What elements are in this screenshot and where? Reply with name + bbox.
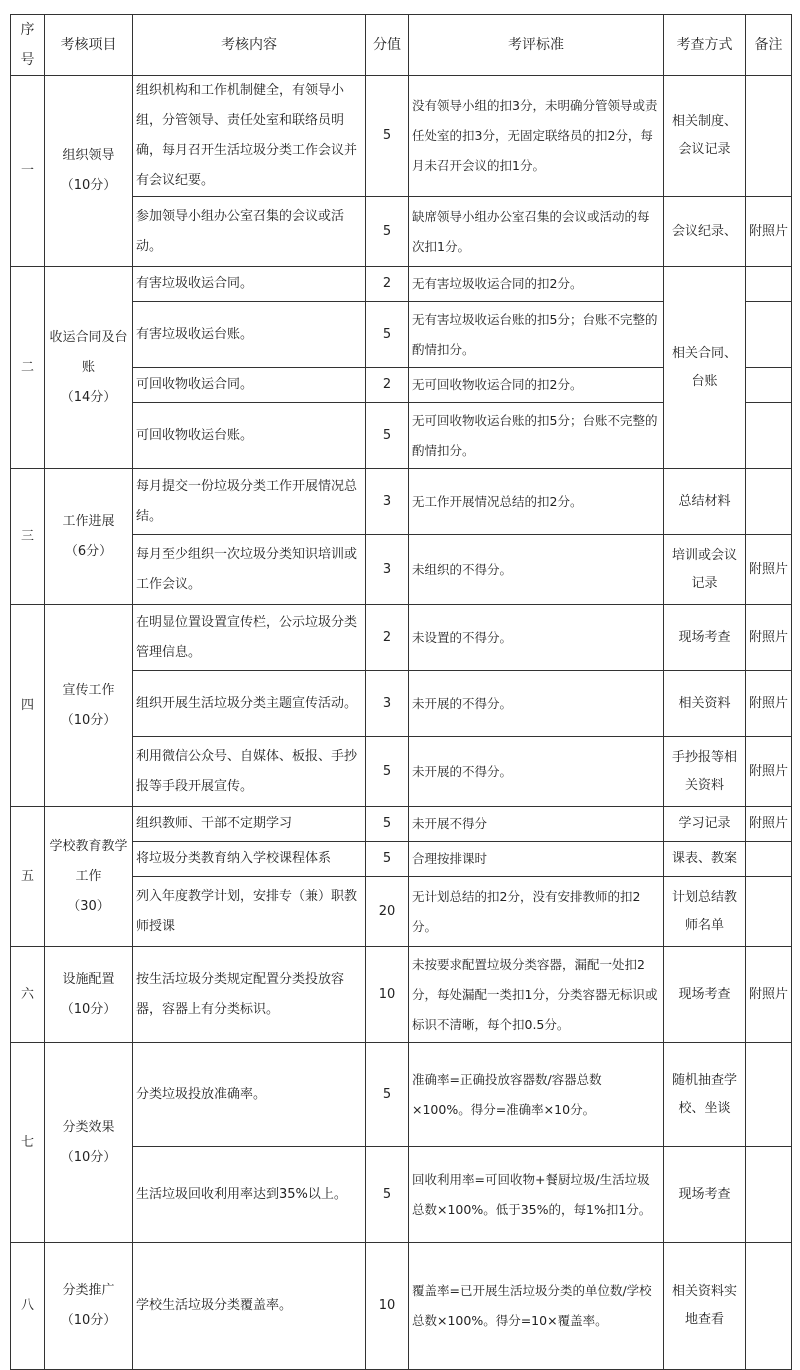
header-content: 考核内容 <box>133 15 366 76</box>
row-score: 10 <box>366 947 409 1043</box>
row-note <box>746 1043 792 1147</box>
row-criteria: 未开展的不得分。 <box>409 671 664 737</box>
row-method: 现场考查 <box>664 947 746 1043</box>
row-score: 2 <box>366 368 409 403</box>
row-note: 附照片 <box>746 671 792 737</box>
row-note: 附照片 <box>746 535 792 605</box>
row-score: 5 <box>366 1147 409 1243</box>
row-note <box>746 1243 792 1370</box>
row-method: 培训或会议记录 <box>664 535 746 605</box>
table-row <box>11 1243 792 1370</box>
row-content: 可回收物收运合同。 <box>133 368 366 403</box>
row-method: 相关合同、台账 <box>664 267 746 469</box>
section-project <box>45 605 133 807</box>
row-content: 利用微信公众号、自媒体、板报、手抄报等手段开展宣传。 <box>133 737 366 807</box>
row-note <box>746 403 792 469</box>
section-project <box>45 469 133 605</box>
row-method: 计划总结教师名单 <box>664 877 746 947</box>
row-criteria: 无可回收物收运台账的扣5分；台账不完整的酌情扣分。 <box>409 403 664 469</box>
project-name: 宣传工作 <box>62 682 115 698</box>
table-row <box>11 76 792 197</box>
row-content: 参加领导小组办公室召集的会议或活动。 <box>133 197 366 267</box>
row-note <box>746 842 792 877</box>
row-score: 5 <box>366 842 409 877</box>
row-content: 生活垃圾回收利用率达到35%以上。 <box>133 1147 366 1243</box>
row-criteria: 准确率=正确投放容器数/容器总数×100%。得分=准确率×10分。 <box>409 1043 664 1147</box>
project-name: 学校教育教学工作 <box>49 838 128 884</box>
row-score: 3 <box>366 535 409 605</box>
row-criteria: 合理按排课时 <box>409 842 664 877</box>
row-note: 附照片 <box>746 737 792 807</box>
row-content: 可回收物收运台账。 <box>133 403 366 469</box>
row-score: 3 <box>366 671 409 737</box>
section-seq: 三 <box>11 469 45 605</box>
row-score: 2 <box>366 605 409 671</box>
row-content: 有害垃圾收运合同。 <box>133 267 366 302</box>
row-note: 附照片 <box>746 197 792 267</box>
row-criteria: 未按要求配置垃圾分类容器，漏配一处扣2分，每处漏配一类扣1分，分类容器无标识或标识不清晰，每个扣0.5分。 <box>409 947 664 1043</box>
table-row <box>11 605 792 671</box>
header-project: 考核项目 <box>45 15 133 76</box>
project-total: （30） <box>67 898 110 914</box>
section-seq: 四 <box>11 605 45 807</box>
row-content: 每月至少组织一次垃圾分类知识培训或工作会议。 <box>133 535 366 605</box>
header-row <box>11 15 792 76</box>
header-score: 分值 <box>366 15 409 76</box>
row-score: 5 <box>366 807 409 842</box>
header-note: 备注 <box>746 15 792 76</box>
row-content: 按生活垃圾分类规定配置分类投放容器，容器上有分类标识。 <box>133 947 366 1043</box>
project-name: 分类效果 <box>62 1119 115 1135</box>
row-criteria: 无有害垃圾收运合同的扣2分。 <box>409 267 664 302</box>
row-note <box>746 1147 792 1243</box>
project-name: 设施配置 <box>62 971 115 987</box>
section-project <box>45 267 133 469</box>
row-criteria: 无可回收物收运合同的扣2分。 <box>409 368 664 403</box>
project-name: 分类推广 <box>62 1283 115 1298</box>
row-note: 附照片 <box>746 807 792 842</box>
row-criteria: 未开展不得分 <box>409 807 664 842</box>
header-seq: 序号 <box>11 15 45 76</box>
table-row <box>11 947 792 1043</box>
section-project <box>45 1243 133 1370</box>
row-criteria: 未开展的不得分。 <box>409 737 664 807</box>
row-score: 20 <box>366 877 409 947</box>
row-criteria: 覆盖率=已开展生活垃圾分类的单位数/学校总数×100%。得分=10×覆盖率。 <box>409 1243 664 1370</box>
row-method: 手抄报等相关资料 <box>664 737 746 807</box>
row-note <box>746 368 792 403</box>
project-total: （10分） <box>60 178 117 193</box>
row-criteria: 缺席领导小组办公室召集的会议或活动的每次扣1分。 <box>409 197 664 267</box>
row-criteria: 未设置的不得分。 <box>409 605 664 671</box>
row-score: 10 <box>366 1243 409 1370</box>
row-content: 组织机构和工作机制健全，有领导小组，分管领导、责任处室和联络员明确，每月召开生活垃圾分类工作会议并有会议纪要。 <box>133 76 366 197</box>
row-method: 相关制度、会议记录 <box>664 76 746 197</box>
row-method: 相关资料实地查看 <box>664 1243 746 1370</box>
project-total: （10分） <box>60 1001 117 1017</box>
row-note <box>746 76 792 197</box>
section-project <box>45 76 133 267</box>
assessment-table <box>10 14 792 1370</box>
row-criteria: 未组织的不得分。 <box>409 535 664 605</box>
section-seq: 二 <box>11 267 45 469</box>
row-method: 会议纪录、 <box>664 197 746 267</box>
project-total: （10分） <box>60 1149 117 1165</box>
row-note: 附照片 <box>746 605 792 671</box>
section-seq: 七 <box>11 1043 45 1243</box>
row-content: 组织教师、干部不定期学习 <box>133 807 366 842</box>
project-total: （6分） <box>64 543 113 559</box>
row-score: 2 <box>366 267 409 302</box>
row-method: 相关资料 <box>664 671 746 737</box>
row-content: 组织开展生活垃圾分类主题宣传活动。 <box>133 671 366 737</box>
section-project <box>45 807 133 947</box>
row-content: 分类垃圾投放准确率。 <box>133 1043 366 1147</box>
project-name: 组织领导 <box>62 148 115 163</box>
row-method: 总结材料 <box>664 469 746 535</box>
row-criteria: 无计划总结的扣2分，没有安排教师的扣2分。 <box>409 877 664 947</box>
row-note <box>746 302 792 368</box>
row-note <box>746 267 792 302</box>
row-score: 5 <box>366 737 409 807</box>
row-criteria: 无工作开展情况总结的扣2分。 <box>409 469 664 535</box>
row-content: 在明显位置设置宣传栏，公示垃圾分类管理信息。 <box>133 605 366 671</box>
table-row <box>11 267 792 302</box>
project-total: （10分） <box>60 1313 117 1328</box>
table-row <box>11 807 792 842</box>
row-score: 3 <box>366 469 409 535</box>
table-row <box>11 469 792 535</box>
project-total: （10分） <box>60 712 117 728</box>
section-project <box>45 947 133 1043</box>
row-score: 5 <box>366 197 409 267</box>
header-method: 考查方式 <box>664 15 746 76</box>
section-project <box>45 1043 133 1243</box>
row-method: 课表、教案 <box>664 842 746 877</box>
row-content: 每月提交一份垃圾分类工作开展情况总结。 <box>133 469 366 535</box>
project-name: 工作进展 <box>62 513 115 529</box>
row-criteria: 无有害垃圾收运台账的扣5分；台账不完整的酌情扣分。 <box>409 302 664 368</box>
row-score: 5 <box>366 1043 409 1147</box>
section-seq: 六 <box>11 947 45 1043</box>
section-seq: 八 <box>11 1243 45 1370</box>
row-content: 有害垃圾收运台账。 <box>133 302 366 368</box>
row-method: 现场考查 <box>664 605 746 671</box>
row-method: 现场考查 <box>664 1147 746 1243</box>
section-seq: 五 <box>11 807 45 947</box>
row-criteria: 没有领导小组的扣3分，未明确分管领导或责任处室的扣3分，无固定联络员的扣2分，每月未召开会议的扣1分。 <box>409 76 664 197</box>
header-criteria: 考评标准 <box>409 15 664 76</box>
row-method: 学习记录 <box>664 807 746 842</box>
row-score: 5 <box>366 403 409 469</box>
section-seq: 一 <box>11 76 45 267</box>
row-note <box>746 877 792 947</box>
row-method: 随机抽查学校、坐谈 <box>664 1043 746 1147</box>
table-row <box>11 1043 792 1147</box>
row-score: 5 <box>366 76 409 197</box>
row-note <box>746 469 792 535</box>
row-score: 5 <box>366 302 409 368</box>
row-content: 将垃圾分类教育纳入学校课程体系 <box>133 842 366 877</box>
project-total: （14分） <box>60 389 117 405</box>
row-content: 列入年度教学计划，安排专（兼）职教师授课 <box>133 877 366 947</box>
row-note: 附照片 <box>746 947 792 1043</box>
project-name: 收运合同及台账 <box>49 329 128 375</box>
row-content: 学校生活垃圾分类覆盖率。 <box>133 1243 366 1370</box>
row-criteria: 回收利用率=可回收物+餐厨垃圾/生活垃圾总数×100%。低于35%的，每1%扣1分。 <box>409 1147 664 1243</box>
